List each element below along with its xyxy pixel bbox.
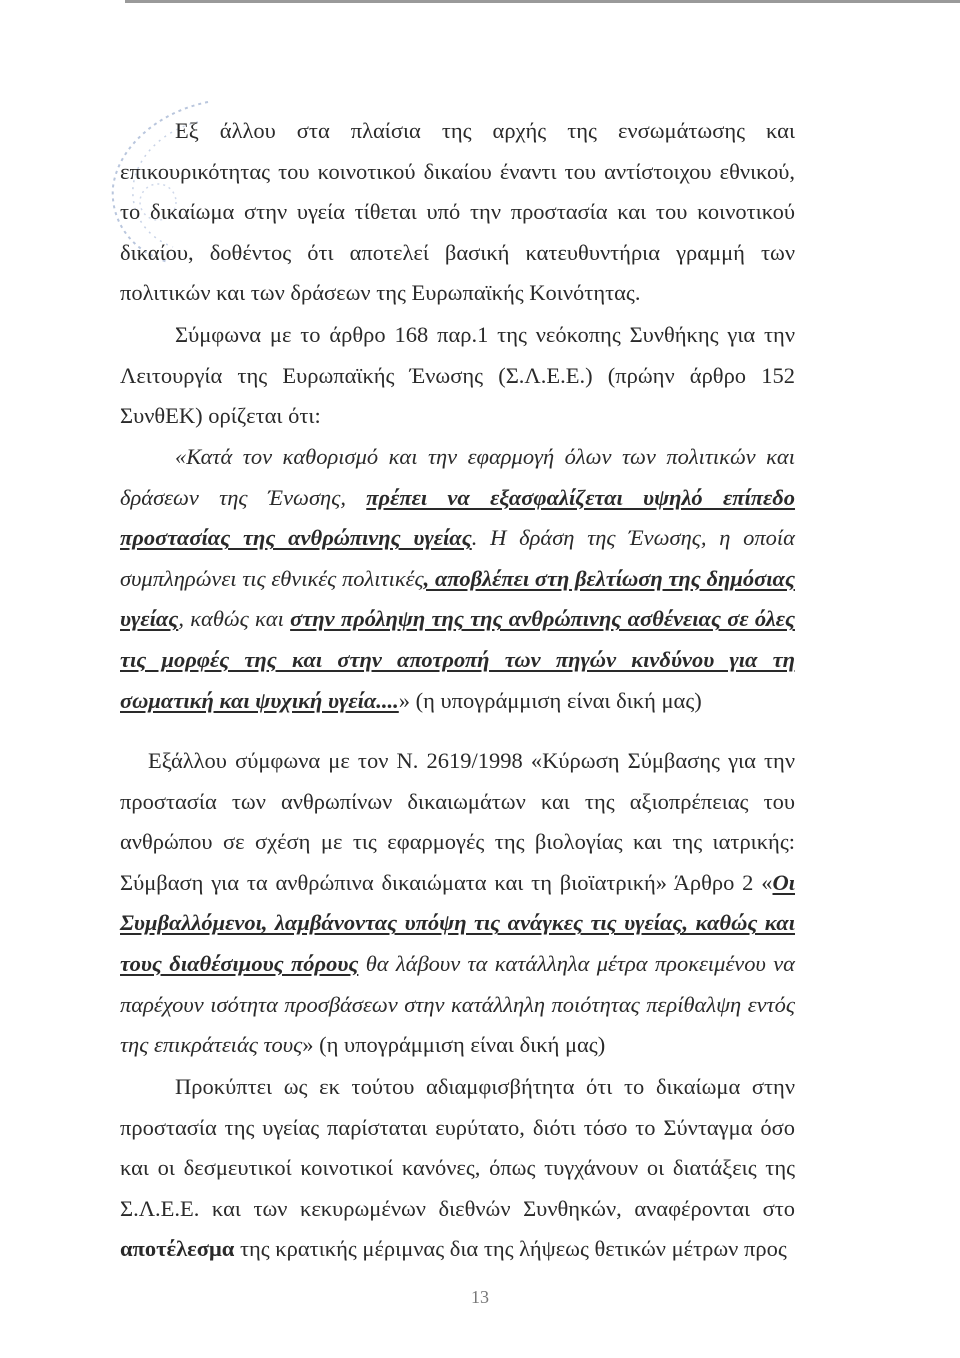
quoted-treaty-text (120, 437, 795, 721)
law-text-2: θα λάβουν τα κατάλληλα μέτρα προκειμένου να παρέχουν ισότητα προσβάσεων στην κατάλληλη ποιότητας περίθαλψη εντός της επικράτειάς τους (120, 950, 795, 1058)
paragraph-conclusion (120, 1067, 795, 1270)
quote-emphasis-2: , αποβλέπει στη βελτίωση της δημόσιας υγείας (120, 565, 795, 632)
conclusion-emphasis: αποτέλεσμα (120, 1236, 235, 1262)
quote-emphasis-3: στην πρόληψη της της ανθρώπινης ασθένειας σε όλες τις μορφές της και στην αποτροπή των πηγών κινδύνου για τη σωματική και ψυχική υγεία.... (120, 606, 795, 713)
quote-emphasis-1: πρέπει να εξασφαλίζεται υψηλό επίπεδο προστασίας της ανθρώπινης υγείας (120, 484, 796, 551)
conclusion-text-1: Προκύπτει ως εκ τούτου αδιαμφισβήτητα ότι το δικαίωμα στην προστασία της υγείας παρίσταται ευρύτατο, διότι τόσο το Σύνταγμα όσο και οι δεσμευτικοί κοινοτικοί κανόνες, όπως τυγχάνουν οι διατάξεις της Σ.Λ.Ε.Ε. και των κεκυρωμένων διεθνών Συνθηκών, αναφέρονται στο (120, 1074, 795, 1221)
conclusion-text-2: της κρατικής μέριμνας δια της λήψεως θετικών μέτρων προς (234, 1236, 787, 1262)
law-note: » (η υπογράμμιση είναι δική μας) (302, 1032, 606, 1058)
paragraph-article-168: Σύμφωνα με το άρθρο 168 παρ.1 της νεόκοπης Συνθήκης για την Λειτουργία της Ευρωπαϊκής Ένωσης (Σ.Λ.Ε.Ε.) (πρώην άρθρο 152 ΣυνθΕΚ) ορίζεται ότι: (120, 322, 795, 429)
law-emphasis: Οι Συμβαλλόμενοι, λαμβάνοντας υπόψη τις ανάγκες τις υγείας, καθώς και τους διαθέσιμους πόρους (120, 869, 795, 976)
page-number: 13 (471, 1287, 489, 1307)
law-text-1: Εξάλλου σύμφωνα με τον Ν. 2619/1998 «Κύρωση Σύμβασης για την προστασία των ανθρωπίνων δικαιωμάτων και της αξιοπρέπειας του ανθρώπου σε σχέση με τις εφαρμογές της βιολογίας και της ιατρικής: Σύμβαση για τα ανθρώπινα δικαιώματα και τη βιοϊατρική» Άρθρο 2 « (120, 748, 795, 895)
quote-part-2: . Η δράση της Ένωσης, η οποία συμπληρώνει τις εθνικές πολιτικές (120, 525, 795, 591)
quote-part-1: «Κατά τον καθορισμό και την εφαρμογή όλων των πολιτικών και δράσεων της Ένωσης, (120, 444, 795, 510)
paragraph-law-2619 (120, 741, 795, 1066)
scan-edge-line (125, 0, 960, 3)
quote-note: » (η υπογράμμιση είναι δική μας) (398, 687, 702, 713)
paragraph-community-law: Εξ άλλου στα πλαίσια της αρχής της ενσωμάτωσης και επικουρικότητας του κοινοτικού δικαίου έναντι του αντίστοιχου εθνικού, το δικαίωμα στην υγεία τίθεται υπό την προστασία και του κοινοτικού δικαίου, δοθέντος ότι αποτελεί βασική κατευθυντήρια γραμμή των πολιτικών και των δράσεων της Ευρωπαϊκής Κοινότητας. (120, 118, 795, 306)
quote-part-3: , καθώς και (178, 606, 291, 632)
